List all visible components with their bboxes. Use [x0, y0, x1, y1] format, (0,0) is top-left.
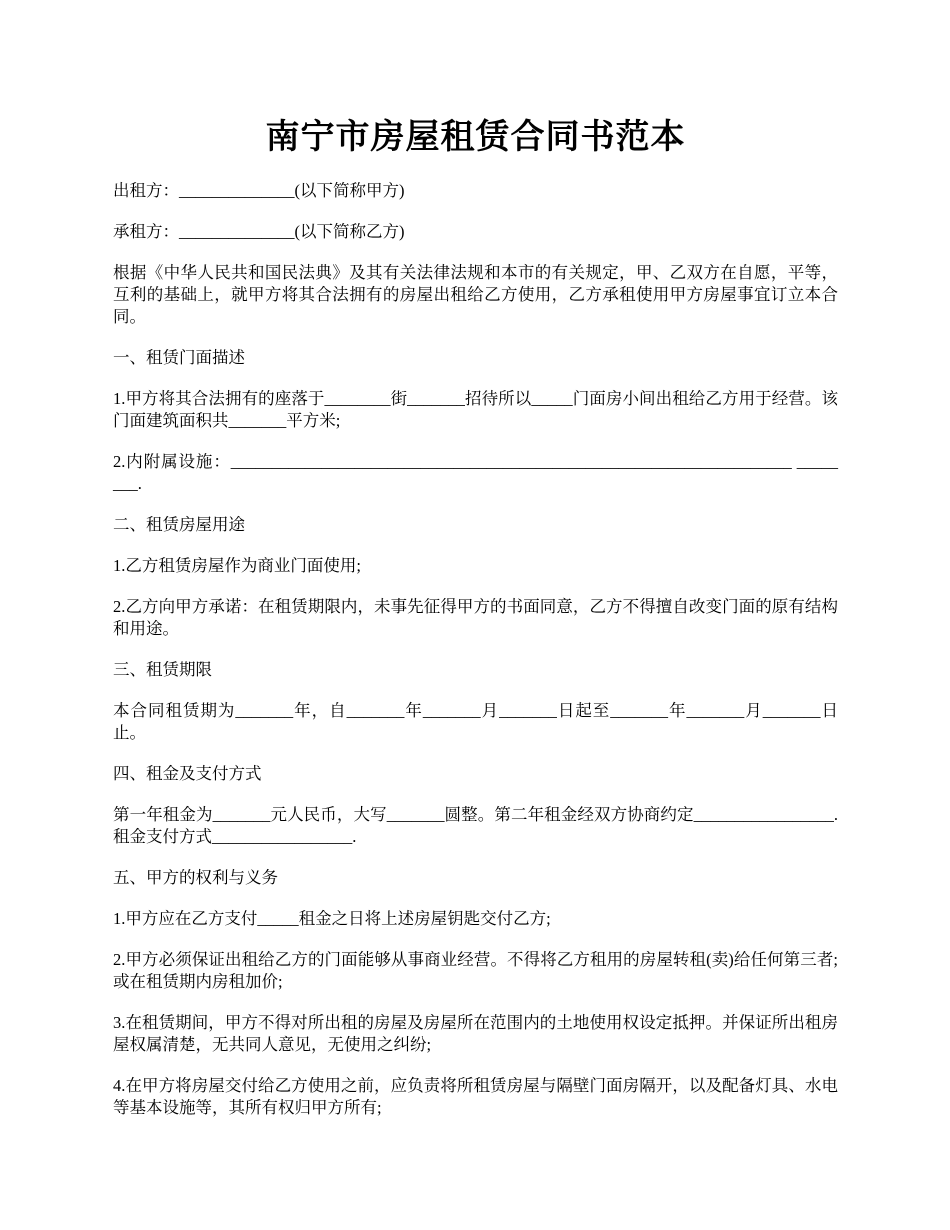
document-body — [113, 180, 838, 1119]
clause-5-2: 2.甲方必须保证出租给乙方的门面能够从事商业经营。不得将乙方租用的房屋转租(卖)给任何第三者;或在租赁期内房租加价; — [113, 950, 838, 991]
section-heading-5: 五、甲方的权利与义务 — [113, 868, 278, 887]
clause-1-1: 1.甲方将其合法拥有的座落于________街_______招待所以_____门面房小间出租给乙方用于经营。该门面建筑面积共_______平方米; — [113, 389, 838, 430]
clause-4-1: 第一年租金为_______元人民币，大写_______圆整。第二年租金经双方协商约定_________________.租金支付方式_________________. — [113, 805, 838, 846]
document-title: 南宁市房屋租赁合同书范本 — [265, 119, 686, 156]
section-heading-1: 一、租赁门面描述 — [113, 348, 245, 367]
clause-5-3: 3.在租赁期间，甲方不得对所出租的房屋及房屋所在范围内的土地使用权设定抵押。并保证所出租房屋权属清楚，无共同人意见，无使用之纠纷; — [113, 1013, 838, 1054]
preamble-paragraph: 根据《中华人民共和国民法典》及其有关法律法规和本市的有关规定，甲、乙双方在自愿，平等，互利的基础上，就甲方将其合法拥有的房屋出租给乙方使用，乙方承租使用甲方房屋事宜订立本合同。 — [113, 263, 838, 326]
document-page — [113, 0, 838, 1119]
section-heading-4: 四、租金及支付方式 — [113, 764, 262, 783]
clause-2-1: 1.乙方租赁房屋作为商业门面使用; — [113, 556, 361, 575]
clause-5-4: 4.在甲方将房屋交付给乙方使用之前，应负责将所租赁房屋与隔壁门面房隔开，以及配备灯具、水电等基本设施等，其所有权归甲方所有; — [113, 1076, 838, 1117]
section-heading-2: 二、租赁房屋用途 — [113, 515, 245, 534]
clause-1-2: 2.内附属设施：____________________________________________________________________ ________. — [113, 452, 838, 493]
clause-3-1: 本合同租赁期为_______年，自_______年_______月_______日起至_______年_______月_______日止。 — [113, 701, 838, 742]
section-heading-3: 三、租赁期限 — [113, 660, 212, 679]
clause-2-2: 2.乙方向甲方承诺：在租赁期限内，未事先征得甲方的书面同意，乙方不得擅自改变门面的原有结构和用途。 — [113, 597, 838, 638]
lessee-line: 承租方：______________(以下简称乙方) — [113, 222, 405, 241]
lessor-line: 出租方：______________(以下简称甲方) — [113, 181, 405, 200]
clause-5-1: 1.甲方应在乙方支付_____租金之日将上述房屋钥匙交付乙方; — [113, 909, 551, 928]
